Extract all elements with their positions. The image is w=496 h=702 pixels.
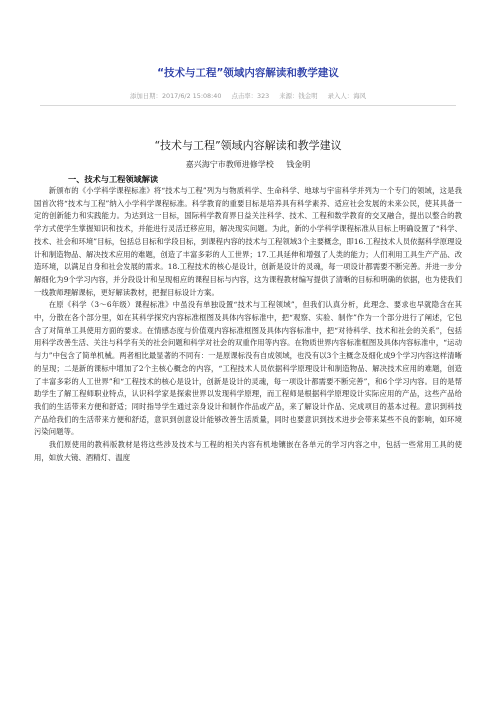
article-title: “技术与工程”领域内容解读和教学建议 <box>154 139 342 152</box>
section-heading: 一、技术与工程领域解读 <box>68 174 159 184</box>
source-label: 来源：钱金明 <box>279 92 318 100</box>
body-paragraph: 新颁布的《小学科学课程标准》将“技术与工程”列为与物质科学、生命科学、地球与宇宙科学并列为一个专门的领域，这是我国首次将“技术与工程”纳入小学科学课程标准。科学教育的重要目标是培养具有科学素养、适应社会发展的未来公民，使其具备一定的创新能力和实践能力。为达到这一目标，国际科学教育界日益关注科学、技术、工程和数学教育的交叉融合，提出以整合的教学方式使学生掌握知识和技术，并能进行灵活迁移应用，解决现实问题。为此，新的小学科学课程标准从目标上明确设置了“科学、技术、社会和环境”目标，包括总目标和学段目标，到课程内容的技术与工程领域3个主要概念，即16.工程技术人员依据科学原理设计和制造物品、解决技术应用的难题，创造了丰富多彩的人工世界；17.工具延伸和增强了人类的能力；人们利用工具生产产品、改造环境，以满足自身和社会发展的需求。18.工程技术的核心是设计，创新是设计的灵魂，每一项设计都需要不断完善。并进一步分解细化为9个学习内容，并分段设计和呈现相应的课程目标与内容，这为课程教材编写提供了清晰的目标和明确的依据，也为使我们一线教师理解课标，更好解读教材，把握目标设计方案。 <box>34 186 462 297</box>
body-paragraph: 在原《科学（3～6年级）课程标准》中虽没有单独设置“技术与工程领域”，但我们认真分析，此理念、要求也早就隐含在其中，分散在各个部分里，如在其科学探究内容标准框图及具体内容标准中，把“观察、实验、制作”作为一个部分进行了阐述，它包含了对简单工具使用方面的要求。在情感态度与价值观内容标准框图及具体内容标准中，把“对待科学、技术和社会的关系”，包括用科学改善生活、关注与科学有关的社会问题和科学对社会的双重作用等内容。在物质世界内容标准框图及具体内容标准中，“运动与力”中包含了简单机械。两者相比最显著的不同有：一是原课标没有自成领域，也没有以3个主概念及细化成9个学习内容这样清晰的呈现；二是新的课标中增加了2个主核心概念的内容，“工程技术人员依据科学原理设计和制造物品、解决技术应用的难题，创造了丰富多彩的人工世界”和“工程技术的核心是设计，创新是设计的灵魂，每一项设计都需要不断完善”，和6个学习内容。目的是帮助学生了解工程师职业特点，认识科学家是探索世界以发现科学原理，而工程师是根据科学原理设计实际应用的产品，这些产品给我们的生活带来方便和舒适；同时指导学生通过亲身设计和制作作品或产品，来了解设计作品、完成项目的基本过程。意识到科技产品给我们的生活带来方便和舒适，意识到创意设计能够改善生活质量，同时也要意识到技术进步会带来某些不良的影响，如环境污染问题等。 <box>34 300 462 437</box>
article-meta-bar <box>40 88 456 106</box>
web-page-title: “技术与工程”领域内容解读和教学建议 <box>157 67 339 79</box>
added-date: 添加日期：2017/6/2 15:08:40 <box>130 92 222 100</box>
editor-label: 录入人：海风 <box>327 92 366 100</box>
body-paragraph: 我们原使用的教科版教材是将这些涉及技术与工程的相关内容有机地镶嵌在各单元的学习内容之中，包括一些常用工具的使用，如放大镜、酒精灯、温度 <box>34 440 462 462</box>
author-name: 钱金明 <box>286 160 311 169</box>
author-affiliation: 嘉兴海宁市教师进修学校 <box>185 160 274 169</box>
view-count: 点击率：323 <box>231 92 270 100</box>
article-byline <box>34 159 462 171</box>
